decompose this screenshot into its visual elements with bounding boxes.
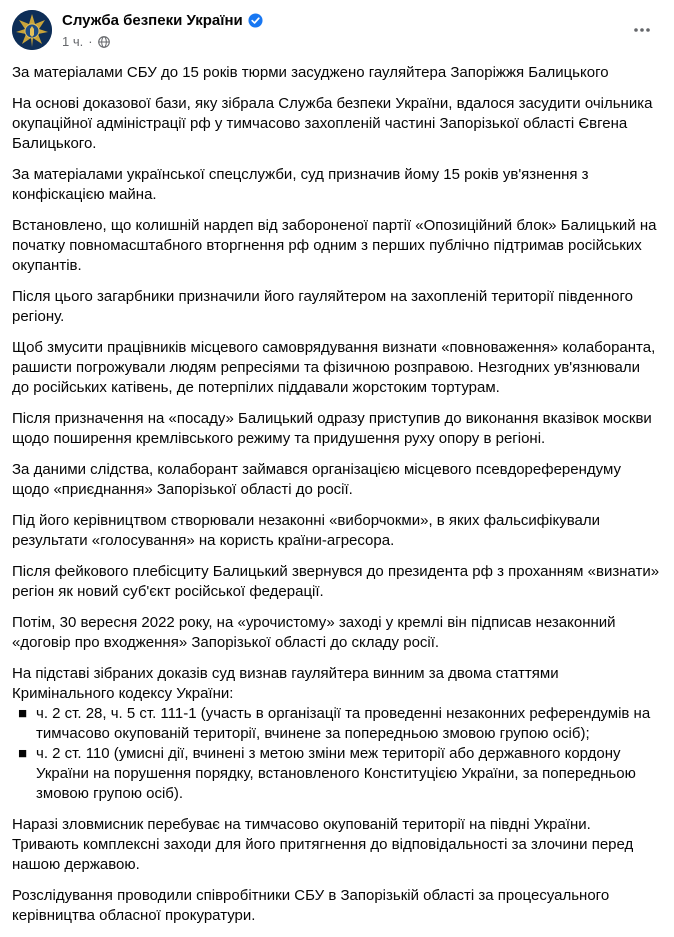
more-dots-icon: [634, 28, 650, 32]
post-paragraph: Потім, 30 вересня 2022 року, на «урочистому» заході у кремлі він підписав незаконний «договір про входження» Запорізької області до складу росії.: [12, 614, 616, 651]
post-paragraph: Наразі зловмисник перебуває на тимчасово окупованій території на півдні України. Тривають комплексні заходи для його притягнення до відповідальності за злочини перед нашою державою.: [12, 816, 634, 873]
charges-list: [12, 704, 660, 804]
list-item: [12, 704, 660, 744]
post-headline: За матеріалами СБУ до 15 років тюрми засуджено гауляйтера Запоріжжя Балицького: [12, 64, 609, 81]
post-paragraph: За даними слідства, колаборант займався організацією місцевого псевдореферендуму щодо «приєднання» Запорізької області до росії.: [12, 461, 621, 498]
list-item-text: ч. 2 ст. 110 (умисні дії, вчинені з метою зміни меж території або державного кордону України на порушення порядку, встановленого Конституцією України, за попередньою змовою групою осіб).: [36, 745, 636, 802]
post-paragraph: Після цього загарбники призначили його гауляйтером на захопленій території південного регіону.: [12, 288, 633, 325]
avatar[interactable]: [12, 10, 52, 50]
post-meta: [62, 34, 110, 49]
post-paragraph: На підставі зібраних доказів суд визнав гауляйтера винним за двома статтями Кримінального кодексу України:: [12, 665, 559, 702]
post-paragraph: Розслідування проводили співробітники СБУ в Запорізькій області за процесуального керівництва обласної прокуратури.: [12, 887, 610, 924]
post-paragraph: За матеріалами української спецслужби, суд призначив йому 15 років ув'язнення з конфіскацією майна.: [12, 166, 589, 203]
sbu-emblem-icon: [12, 10, 52, 50]
author-name-text[interactable]: Служба безпеки України: [62, 12, 243, 29]
post-header: [12, 10, 662, 56]
list-item: [12, 744, 660, 804]
globe-icon: [98, 36, 110, 48]
separator-dot: ·: [88, 34, 93, 49]
more-options-button[interactable]: [630, 18, 654, 42]
post-paragraph: На основі доказової бази, яку зібрала Служба безпеки України, вдалося засудити очільника окупаційної адміністрації рф у тимчасово захопленій частині Запорізької області Євгена Балицького.: [12, 95, 653, 152]
author-name[interactable]: [62, 12, 263, 29]
bullet-mark: ■: [18, 705, 28, 722]
post-paragraph: Після фейкового плебісциту Балицький звернувся до президента рф з проханням «визнати» регіон як новий суб'єкт російської федерації.: [12, 563, 660, 600]
verified-badge-icon: [248, 13, 263, 28]
list-item-text: ч. 2 ст. 28, ч. 5 ст. 111-1 (участь в організації та проведенні незаконних референдумів на тимчасово окупованій території, вчинене за попередньою змовою групою осіб);: [36, 705, 651, 742]
bullet-mark: ■: [18, 745, 28, 762]
post-time[interactable]: 1 ч.: [62, 34, 84, 49]
post-paragraph: Після призначення на «посаду» Балицький одразу приступив до виконання вказівок москви щодо поширення кремлівського режиму та придушення руху опору в регіоні.: [12, 410, 652, 447]
post-paragraph: Під його керівництвом створювали незаконні «виборчокми», в яких фальсифікували результати «голосування» на користь країни-агресора.: [12, 512, 600, 549]
post-paragraph: Щоб змусити працівників місцевого самоврядування визнати «повноваження» колаборанта, рашисти погрожували людям репресіями та фізичною розправою. Незгодних ув'язнювали до російських катівень, де потерпілих піддавали жорстоким тортурам.: [12, 339, 656, 396]
post-body: [12, 63, 660, 937]
post-paragraph: Встановлено, що колишній нардеп від забороненої партії «Опозиційний блок» Балицький на початку повномасштабного вторгнення рф одним з перших публічно підтримав російських окупантів.: [12, 217, 657, 274]
